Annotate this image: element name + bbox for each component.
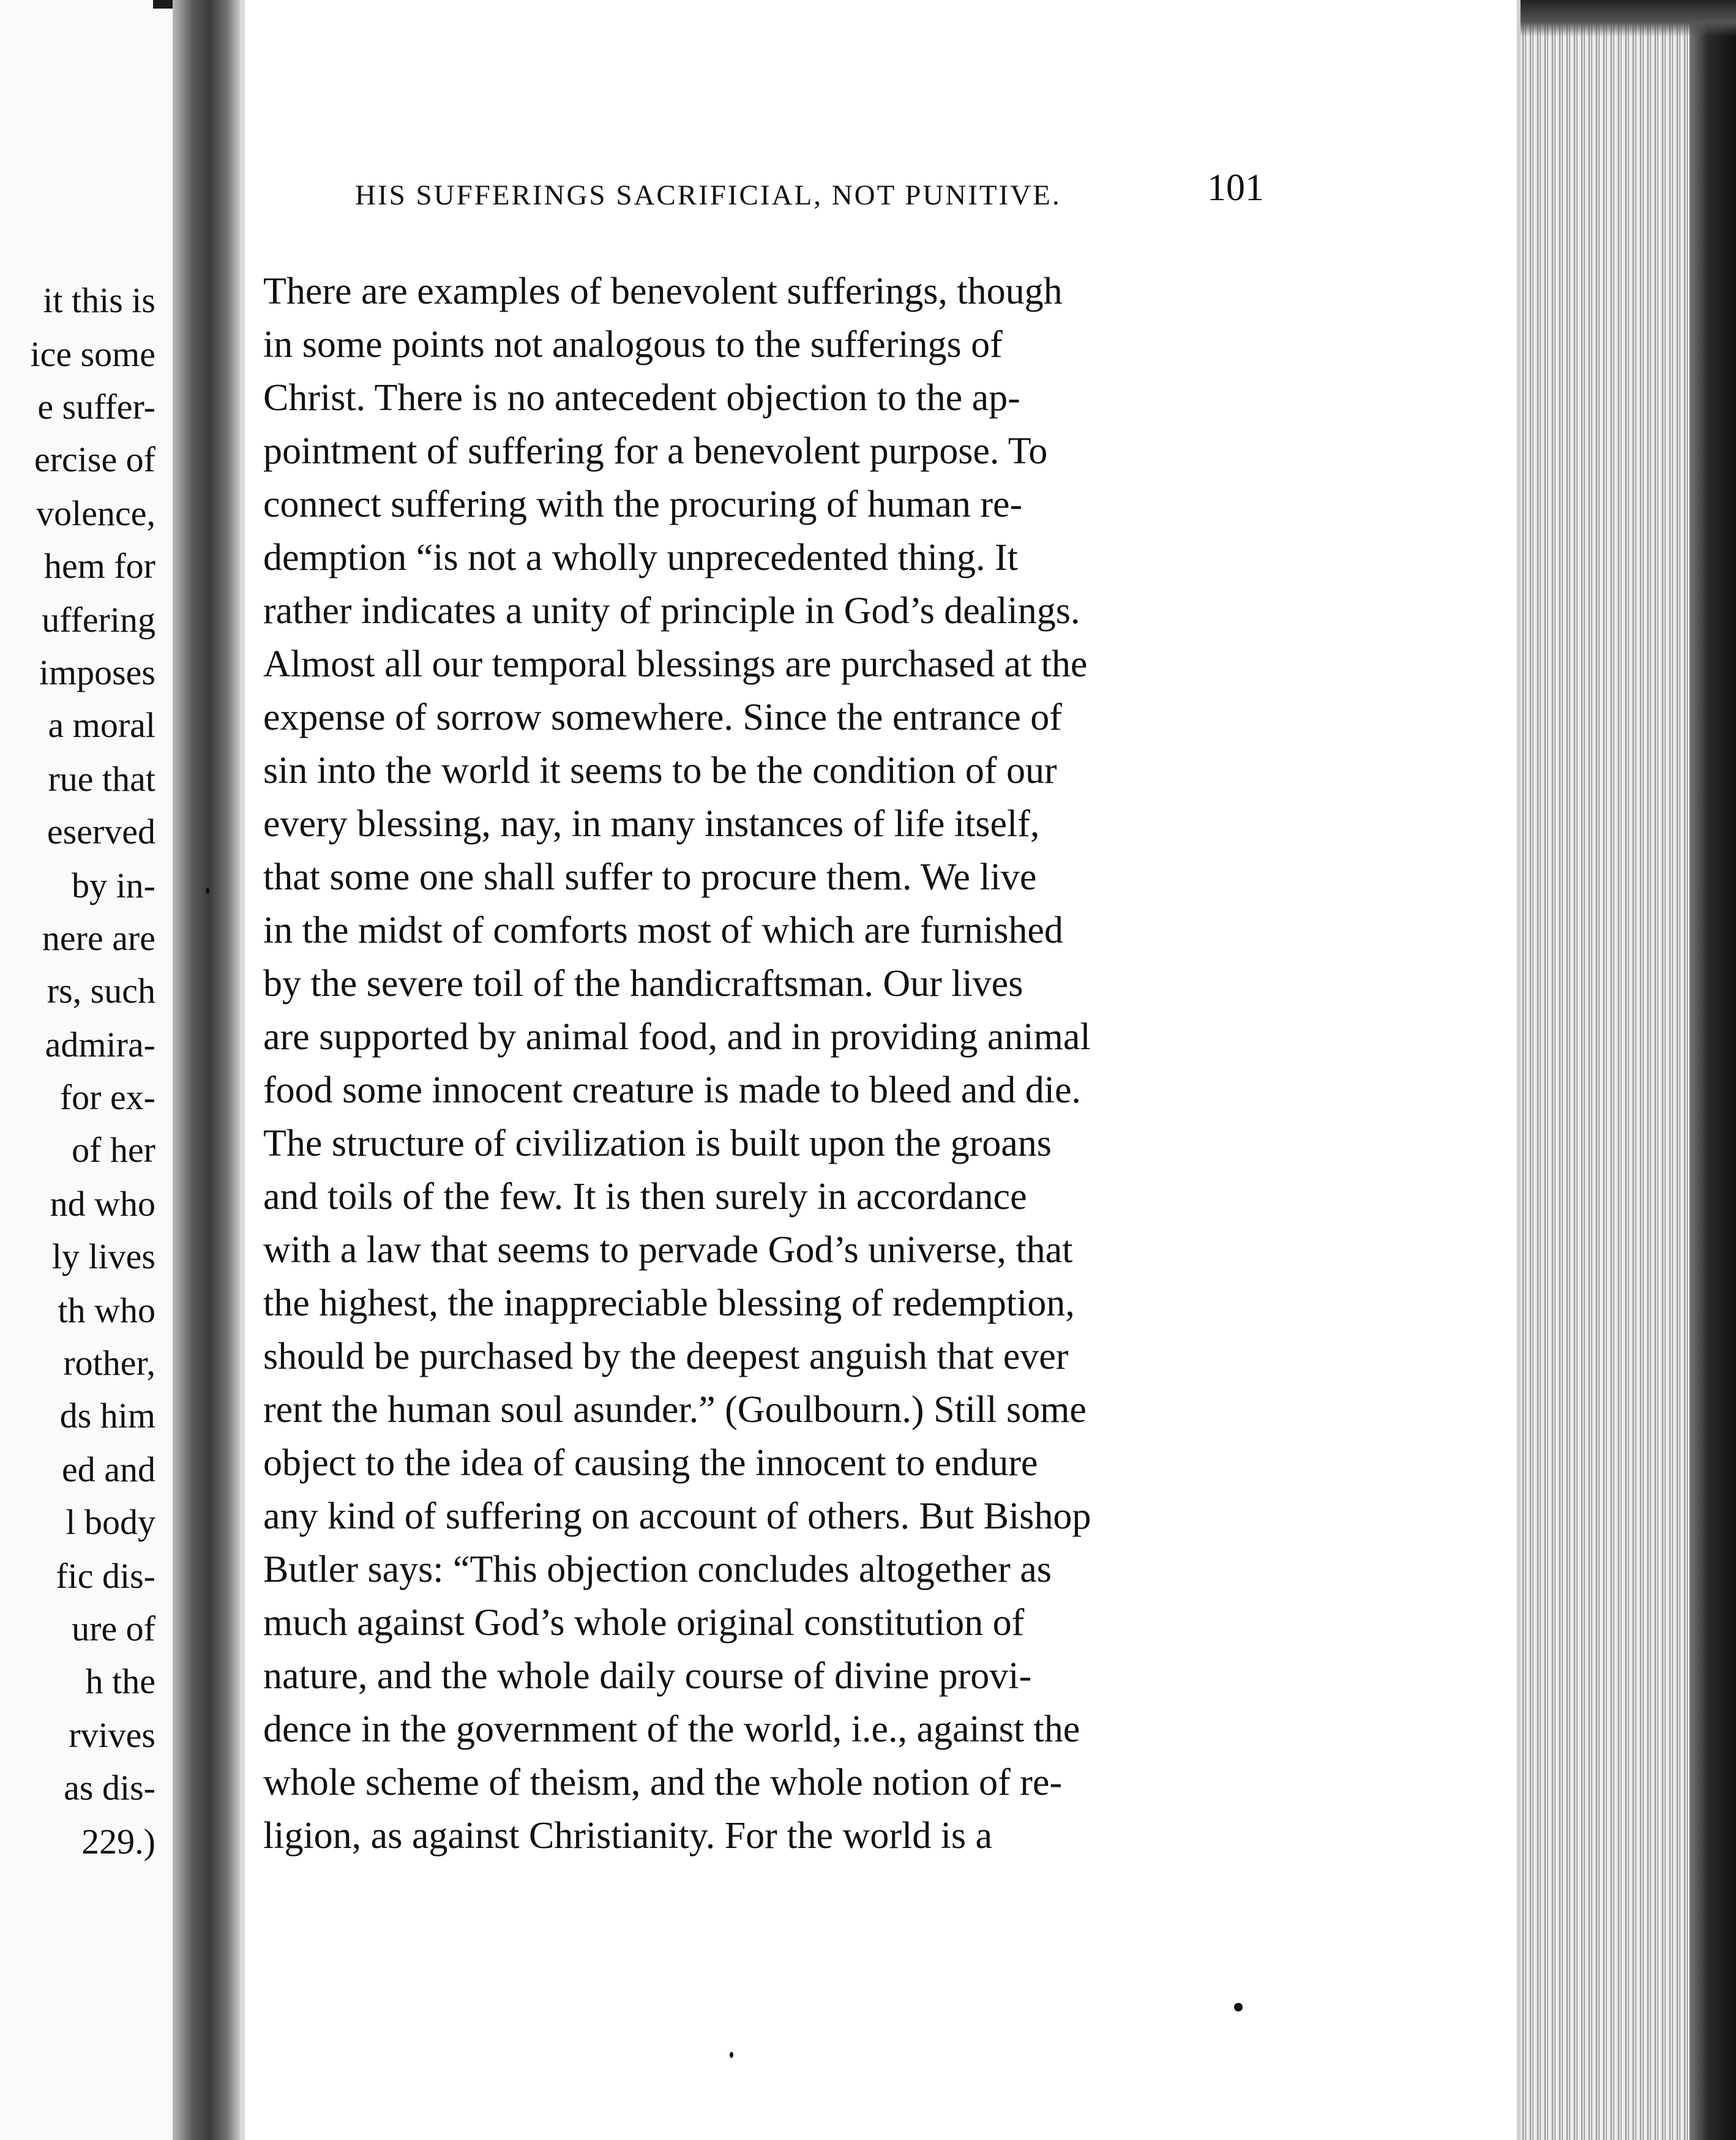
ink-speck [1234,2003,1243,2011]
left-page-line: of her [72,1130,155,1170]
left-page-line: imposes [39,653,155,692]
running-head: HIS SUFFERINGS SACRIFICIAL, NOT PUNITIVE. [355,179,1061,211]
left-page-line: ure of [72,1609,155,1648]
body-text-line: sin into the world it seems to be the condition of our [263,750,1057,791]
body-text-line: ligion, as against Christianity. For the world is a [263,1815,993,1857]
left-page-line: a moral [48,705,155,745]
left-page-line: rother, [63,1343,155,1383]
body-text-line: The structure of civilization is built upon the groans [263,1123,1052,1164]
body-text-line: and toils of the few. It is then surely in accordance [263,1176,1027,1218]
body-text-line: food some innocent creature is made to bleed and die. [263,1069,1081,1111]
body-text-line: connect suffering with the procuring of human re- [263,484,1023,525]
left-page-line: ed and [62,1450,155,1489]
left-page-line: as dis- [64,1768,155,1808]
left-page-line: for ex- [59,1077,155,1117]
left-page-line: volence, [36,493,155,533]
body-text-line: the highest, the inappreciable blessing of redemption, [263,1282,1075,1324]
ink-speck [730,2052,733,2058]
body-text-line: rent the human soul asunder.” (Goulbourn.) Still some [263,1389,1087,1431]
body-text-line: nature, and the whole daily course of divine provi- [263,1655,1032,1697]
body-text-line: with a law that seems to pervade God’s universe, that [263,1229,1073,1271]
left-page-line: it this is [43,280,155,320]
body-text-line: pointment of suffering for a benevolent purpose. To [263,430,1048,472]
body-text-line: in the midst of comforts most of which are furnished [263,910,1063,951]
page-number: 101 [1207,167,1264,209]
ink-speck [206,888,209,894]
body-text-line: that some one shall suffer to procure them. We live [263,856,1037,898]
body-text-line: dence in the government of the world, i.e., against the [263,1708,1080,1750]
body-text-line: expense of sorrow somewhere. Since the entrance of [263,697,1062,738]
left-page-line: by in- [72,866,155,905]
left-page-line: eserved [47,812,155,851]
body-text-line: Almost all our temporal blessings are purchased at the [263,643,1088,685]
left-page-line: ice some [30,334,155,374]
left-page-line: rue that [48,759,155,799]
left-facing-page [0,0,179,2140]
body-text-line: in some points not analogous to the sufferings of [263,324,1003,365]
left-page-line: rs, such [47,971,155,1011]
body-text-line: by the severe toil of the handicraftsman. Our lives [263,963,1023,1005]
body-text-line: any kind of suffering on account of others. But Bishop [263,1495,1091,1537]
left-page-line: hem for [44,546,155,586]
body-text-line: demption “is not a wholly unprecedented thing. It [263,537,1018,578]
left-page-line: e suffer- [37,387,155,427]
left-page-line: nere are [42,918,155,958]
left-page-line: 229.) [81,1822,155,1861]
gutter-highlight [240,0,245,2140]
left-page-line: th who [58,1290,155,1330]
body-text-line: Butler says: “This objection concludes altogether as [263,1549,1052,1590]
left-page-line: h the [85,1661,155,1701]
book-cover-edge [1689,0,1736,2140]
left-page-line: rvives [69,1715,155,1755]
body-text-line: Christ. There is no antecedent objection to the ap- [263,377,1020,419]
body-text-line: There are examples of benevolent sufferings, though [263,271,1063,312]
left-page-line: nd who [50,1184,155,1224]
body-text-line: should be purchased by the deepest anguish that ever [263,1336,1069,1377]
left-page-line: ly lives [51,1236,155,1276]
left-page-line: ercise of [34,440,155,479]
left-page-line: uffering [42,600,155,640]
book-edge-top-shadow [1521,0,1736,37]
body-text-line: object to the idea of causing the innocent to endure [263,1442,1038,1484]
body-text-line: much against God’s whole original constitution of [263,1602,1025,1644]
left-page-line: ds him [59,1396,155,1435]
left-page-line: l body [65,1502,155,1542]
body-text-line: rather indicates a unity of principle in God’s dealings. [263,590,1080,632]
body-text-line: every blessing, nay, in many instances of life itself, [263,803,1040,845]
book-gutter-shadow [173,0,240,2140]
left-page-line: fic dis- [56,1556,155,1596]
body-text-line: are supported by animal food, and in providing animal [263,1016,1091,1058]
left-page-line: admira- [45,1025,155,1064]
body-text-line: whole scheme of theism, and the whole notion of re- [263,1762,1063,1803]
